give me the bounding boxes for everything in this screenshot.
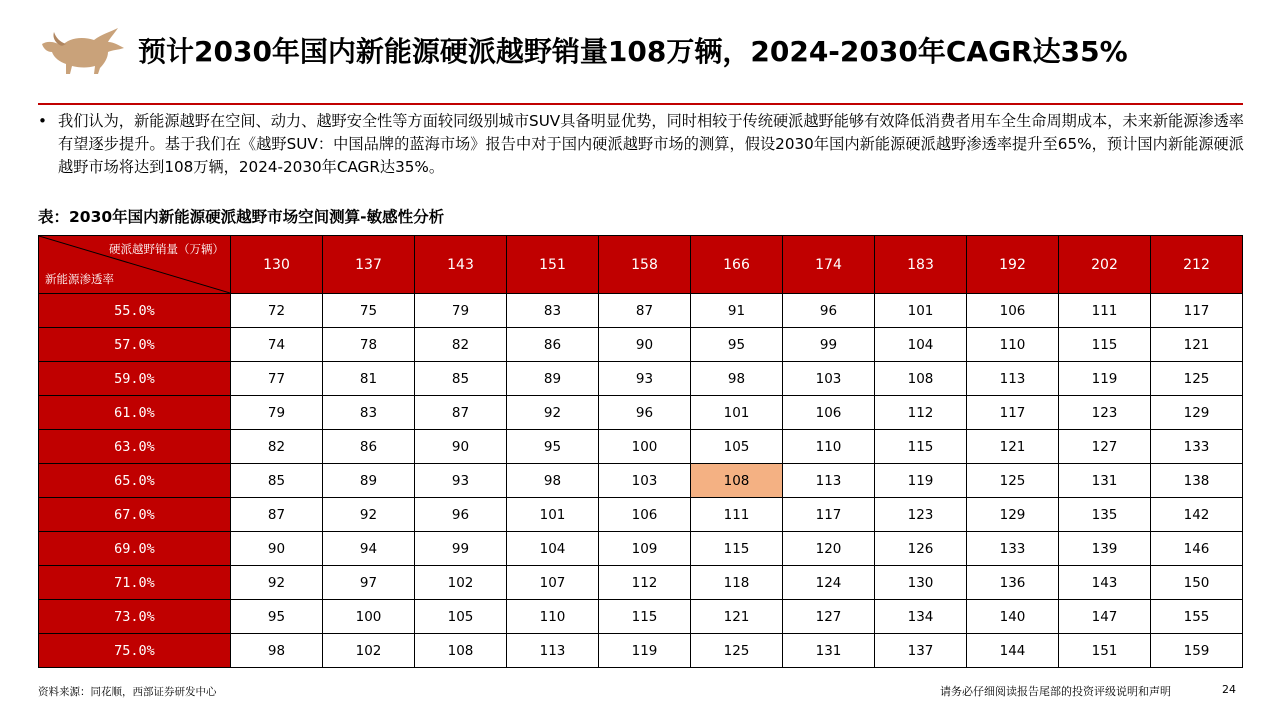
column-header: 192 xyxy=(967,236,1059,294)
table-cell: 98 xyxy=(231,634,323,668)
column-header: 143 xyxy=(415,236,507,294)
table-cell: 79 xyxy=(415,294,507,328)
row-header: 57.0% xyxy=(39,328,231,362)
table-cell: 100 xyxy=(323,600,415,634)
table-row xyxy=(39,532,1243,566)
table-cell: 131 xyxy=(783,634,875,668)
table-cell: 140 xyxy=(967,600,1059,634)
table-cell: 99 xyxy=(783,328,875,362)
table-cell: 106 xyxy=(599,498,691,532)
table-cell: 123 xyxy=(1059,396,1151,430)
page-title: 预计2030年国内新能源硬派越野销量108万辆，2024-2030年CAGR达35% xyxy=(138,35,1128,68)
table-cell: 125 xyxy=(967,464,1059,498)
table-cell: 108 xyxy=(415,634,507,668)
table-cell: 95 xyxy=(691,328,783,362)
table-cell: 151 xyxy=(1059,634,1151,668)
table-cell: 110 xyxy=(783,430,875,464)
table-cell: 113 xyxy=(783,464,875,498)
table-cell: 79 xyxy=(231,396,323,430)
page-number: 24 xyxy=(1222,683,1236,696)
table-cell: 104 xyxy=(507,532,599,566)
table-row xyxy=(39,430,1243,464)
table-cell: 95 xyxy=(507,430,599,464)
table-row xyxy=(39,328,1243,362)
table-cell: 92 xyxy=(507,396,599,430)
table-cell: 96 xyxy=(415,498,507,532)
table-cell: 138 xyxy=(1151,464,1243,498)
table-cell: 96 xyxy=(599,396,691,430)
bullet-symbol: • xyxy=(38,112,47,130)
table-cell: 85 xyxy=(415,362,507,396)
table-row xyxy=(39,634,1243,668)
table-cell: 112 xyxy=(599,566,691,600)
table-cell: 134 xyxy=(875,600,967,634)
table-cell: 139 xyxy=(1059,532,1151,566)
column-header: 212 xyxy=(1151,236,1243,294)
column-header: 158 xyxy=(599,236,691,294)
table-cell: 136 xyxy=(967,566,1059,600)
summary-text: 我们认为，新能源越野在空间、动力、越野安全性等方面较同级别城市SUV具备明显优势，同时相较于传统硬派越野能够有效降低消费者用车全生命周期成本，未来新能源渗透率有望逐步提升。基于我们在《越野SUV：中国品牌的蓝海市场》报告中对于国内硬派越野市场的测算，假设2030年国内新能源硬派越野渗透率提升至65%，预计国内新能源硬派越野市场将达到108万辆，2024-2030年CAGR达35%。 xyxy=(58,112,1244,176)
disclaimer-note: 请务必仔细阅读报告尾部的投资评级说明和声明 xyxy=(940,685,1171,698)
table-cell: 109 xyxy=(599,532,691,566)
table-cell: 135 xyxy=(1059,498,1151,532)
table-cell: 90 xyxy=(415,430,507,464)
table-cell: 150 xyxy=(1151,566,1243,600)
table-cell: 126 xyxy=(875,532,967,566)
table-cell: 82 xyxy=(231,430,323,464)
table-cell: 93 xyxy=(415,464,507,498)
table-cell: 146 xyxy=(1151,532,1243,566)
table-cell: 75 xyxy=(323,294,415,328)
row-header: 69.0% xyxy=(39,532,231,566)
table-cell: 110 xyxy=(967,328,1059,362)
table-cell: 77 xyxy=(231,362,323,396)
table-cell: 115 xyxy=(1059,328,1151,362)
table-cell: 74 xyxy=(231,328,323,362)
table-cell: 90 xyxy=(231,532,323,566)
table-cell: 120 xyxy=(783,532,875,566)
table-caption: 表：2030年国内新能源硬派越野市场空间测算-敏感性分析 xyxy=(38,208,445,226)
table-row xyxy=(39,600,1243,634)
column-header: 151 xyxy=(507,236,599,294)
table-cell: 105 xyxy=(415,600,507,634)
table-cell: 99 xyxy=(415,532,507,566)
column-header: 137 xyxy=(323,236,415,294)
table-cell: 101 xyxy=(875,294,967,328)
table-cell: 90 xyxy=(599,328,691,362)
row-header: 75.0% xyxy=(39,634,231,668)
table-cell: 119 xyxy=(599,634,691,668)
table-cell: 96 xyxy=(783,294,875,328)
table-cell: 111 xyxy=(691,498,783,532)
table-cell: 133 xyxy=(1151,430,1243,464)
table-cell: 81 xyxy=(323,362,415,396)
table-cell: 112 xyxy=(875,396,967,430)
table-cell: 118 xyxy=(691,566,783,600)
table-cell: 113 xyxy=(967,362,1059,396)
table-cell: 95 xyxy=(231,600,323,634)
table-cell: 91 xyxy=(691,294,783,328)
column-header: 202 xyxy=(1059,236,1151,294)
table-cell: 98 xyxy=(691,362,783,396)
row-header: 67.0% xyxy=(39,498,231,532)
table-row xyxy=(39,464,1243,498)
table-cell: 155 xyxy=(1151,600,1243,634)
table-cell: 86 xyxy=(323,430,415,464)
table-cell: 113 xyxy=(507,634,599,668)
column-header: 183 xyxy=(875,236,967,294)
row-header: 59.0% xyxy=(39,362,231,396)
table-cell: 83 xyxy=(507,294,599,328)
table-cell: 86 xyxy=(507,328,599,362)
table-cell: 97 xyxy=(323,566,415,600)
table-cell: 133 xyxy=(967,532,1059,566)
table-cell: 87 xyxy=(415,396,507,430)
table-cell: 87 xyxy=(231,498,323,532)
table-row xyxy=(39,396,1243,430)
highlighted-cell: 108 xyxy=(691,464,783,498)
table-cell: 121 xyxy=(1151,328,1243,362)
table-cell: 72 xyxy=(231,294,323,328)
table-cell: 107 xyxy=(507,566,599,600)
row-header: 55.0% xyxy=(39,294,231,328)
table-cell: 125 xyxy=(1151,362,1243,396)
table-cell: 115 xyxy=(691,532,783,566)
sensitivity-table xyxy=(38,235,1243,668)
table-cell: 117 xyxy=(967,396,1059,430)
table-cell: 100 xyxy=(599,430,691,464)
table-cell: 98 xyxy=(507,464,599,498)
table-row xyxy=(39,498,1243,532)
table-cell: 103 xyxy=(599,464,691,498)
table-cell: 147 xyxy=(1059,600,1151,634)
table-row xyxy=(39,294,1243,328)
table-cell: 131 xyxy=(1059,464,1151,498)
table-row xyxy=(39,566,1243,600)
table-cell: 85 xyxy=(231,464,323,498)
table-cell: 104 xyxy=(875,328,967,362)
column-axis-label: 硬派越野销量（万辆） xyxy=(109,242,224,256)
table-cell: 111 xyxy=(1059,294,1151,328)
table-cell: 159 xyxy=(1151,634,1243,668)
table-corner-cell xyxy=(39,236,231,294)
table-cell: 92 xyxy=(231,566,323,600)
table-cell: 129 xyxy=(1151,396,1243,430)
table-cell: 102 xyxy=(415,566,507,600)
summary-bullet xyxy=(38,110,1244,179)
bull-icon xyxy=(38,24,126,76)
table-cell: 115 xyxy=(875,430,967,464)
table-cell: 143 xyxy=(1059,566,1151,600)
table-cell: 89 xyxy=(323,464,415,498)
table-row xyxy=(39,362,1243,396)
table-header-row xyxy=(39,236,1243,294)
table-cell: 83 xyxy=(323,396,415,430)
column-header: 130 xyxy=(231,236,323,294)
table-cell: 127 xyxy=(783,600,875,634)
table-cell: 121 xyxy=(967,430,1059,464)
table-cell: 101 xyxy=(507,498,599,532)
row-header: 65.0% xyxy=(39,464,231,498)
table-cell: 130 xyxy=(875,566,967,600)
source-note: 资料来源：同花顺，西部证券研发中心 xyxy=(38,686,217,698)
table-cell: 102 xyxy=(323,634,415,668)
table-cell: 144 xyxy=(967,634,1059,668)
table-cell: 124 xyxy=(783,566,875,600)
table-cell: 119 xyxy=(875,464,967,498)
row-header: 63.0% xyxy=(39,430,231,464)
table-cell: 105 xyxy=(691,430,783,464)
table-cell: 106 xyxy=(783,396,875,430)
row-header: 61.0% xyxy=(39,396,231,430)
table-cell: 93 xyxy=(599,362,691,396)
table-cell: 78 xyxy=(323,328,415,362)
table-cell: 117 xyxy=(1151,294,1243,328)
title-divider xyxy=(38,103,1243,105)
table-cell: 117 xyxy=(783,498,875,532)
table-cell: 82 xyxy=(415,328,507,362)
table-cell: 103 xyxy=(783,362,875,396)
table-cell: 121 xyxy=(691,600,783,634)
column-header: 174 xyxy=(783,236,875,294)
table-cell: 123 xyxy=(875,498,967,532)
table-cell: 106 xyxy=(967,294,1059,328)
table-cell: 89 xyxy=(507,362,599,396)
table-cell: 115 xyxy=(599,600,691,634)
table-cell: 87 xyxy=(599,294,691,328)
table-cell: 125 xyxy=(691,634,783,668)
table-cell: 142 xyxy=(1151,498,1243,532)
table-cell: 101 xyxy=(691,396,783,430)
row-axis-label: 新能源渗透率 xyxy=(45,272,114,286)
table-cell: 129 xyxy=(967,498,1059,532)
table-cell: 137 xyxy=(875,634,967,668)
row-header: 71.0% xyxy=(39,566,231,600)
row-header: 73.0% xyxy=(39,600,231,634)
table-cell: 110 xyxy=(507,600,599,634)
table-cell: 119 xyxy=(1059,362,1151,396)
column-header: 166 xyxy=(691,236,783,294)
table-cell: 92 xyxy=(323,498,415,532)
table-cell: 94 xyxy=(323,532,415,566)
table-cell: 127 xyxy=(1059,430,1151,464)
table-cell: 108 xyxy=(875,362,967,396)
